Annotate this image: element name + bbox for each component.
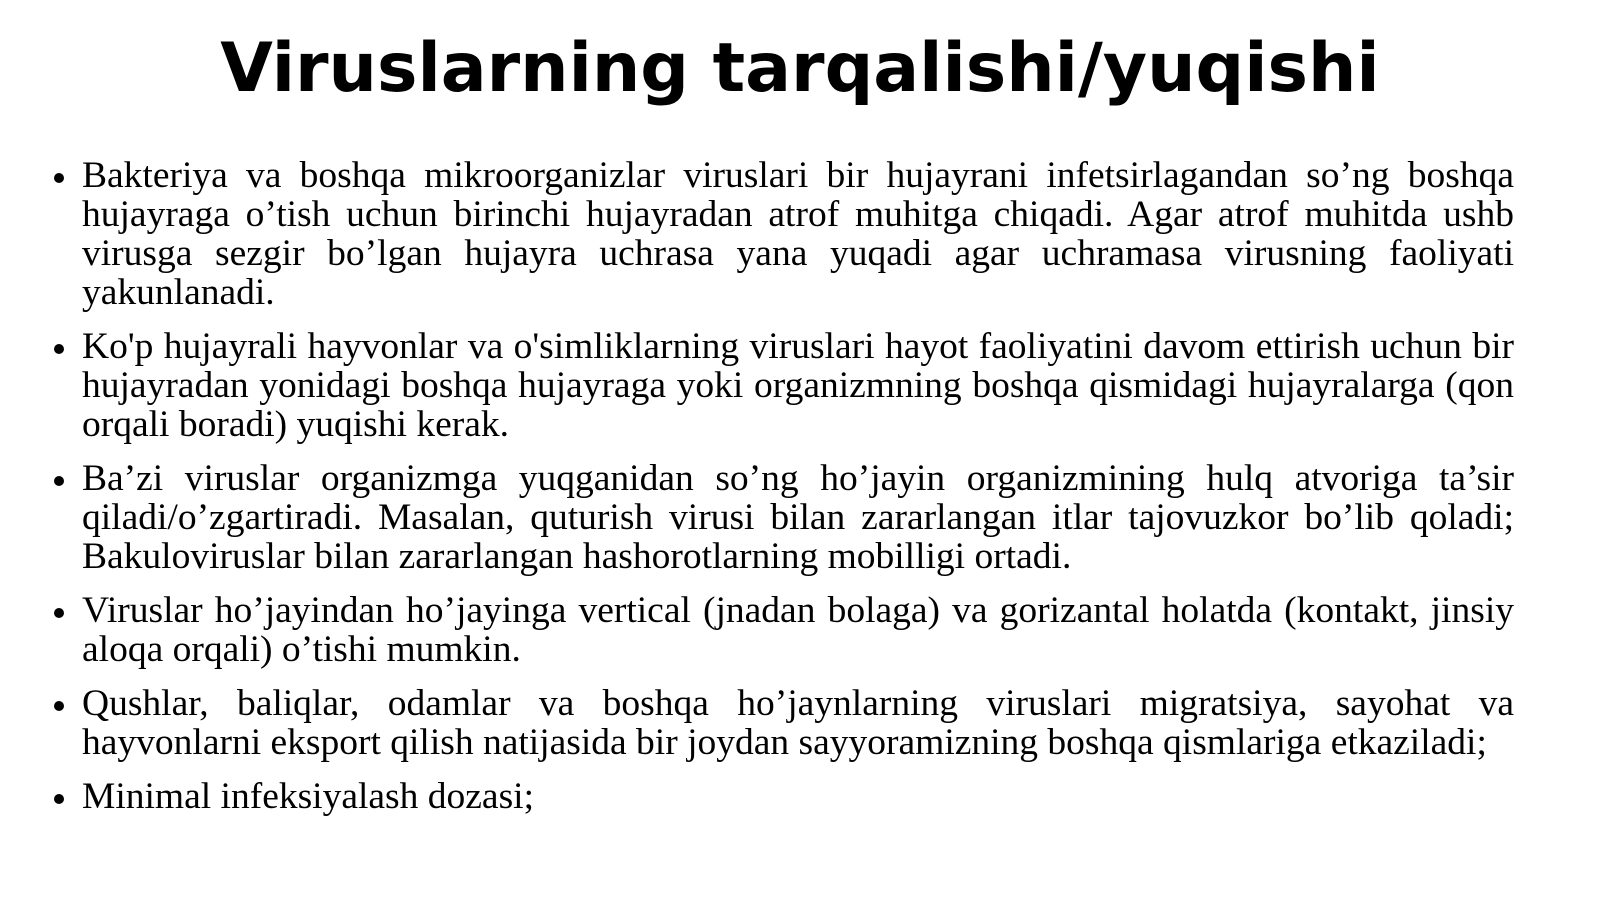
bullet-text: Minimal infeksiyalash dozasi; — [82, 776, 534, 817]
bullet-text: Ko'p hujayrali hayvonlar va o'simliklarning viruslari hayot faoliyatini davom ettirish uchun bir hujayradan yonidagi boshqa hujayraga yoki organizmning boshqa qismidagi hujayralarga (qon orqali boradi) yuqishi kerak. — [82, 326, 1514, 445]
bullet-item-5 — [46, 684, 1514, 762]
bullet-item-3 — [46, 459, 1514, 576]
bullet-icon — [54, 701, 64, 711]
bullet-icon — [54, 173, 64, 183]
bullet-item-4 — [46, 591, 1514, 669]
bullet-text: Bakteriya va boshqa mikroorganizlar viruslari bir hujayrani infetsirlagandan so’ng boshqa hujayraga o’tish uchun birinchi hujayradan atrof muhitga chiqadi. Agar atrof muhitda ushb virusga sezgir bo’lgan hujayra uchrasa yana yuqadi agar uchramasa virusning faoliyati yakunlanadi. — [82, 155, 1514, 313]
bullet-icon — [54, 476, 64, 486]
bullet-item-2 — [46, 327, 1514, 444]
bullet-item-1 — [46, 156, 1514, 312]
bullet-icon — [54, 608, 64, 618]
bullet-icon — [54, 344, 64, 354]
slide-title: Viruslarning tarqalishi/yuqishi — [220, 29, 1380, 108]
bullet-icon — [54, 794, 64, 804]
bullet-text: Qushlar, baliqlar, odamlar va boshqa ho’jaynlarning viruslari migratsiya, sayohat va hayvonlarni eksport qilish natijasida bir joydan sayyoramizning boshqa qismlariga etkaziladi; — [82, 683, 1514, 763]
bullet-item-6 — [46, 777, 1514, 816]
bullet-text: Ba’zi viruslar organizmga yuqganidan so’ng ho’jayin organizmining hulq atvoriga ta’sir qiladi/o’zgartiradi. Masalan, quturish virusi bilan zararlangan itlar tajovuzkor bo’lib qoladi; Bakuloviruslar bilan zararlangan hashorotlarning mobilligi ortadi. — [82, 458, 1514, 577]
bullet-text: Viruslar ho’jayindan ho’jayinga vertical (jnadan bolaga) va gorizantal holatda (kontakt, jinsiy aloqa orqali) o’tishi mumkin. — [82, 590, 1514, 670]
bullet-list — [46, 156, 1514, 831]
